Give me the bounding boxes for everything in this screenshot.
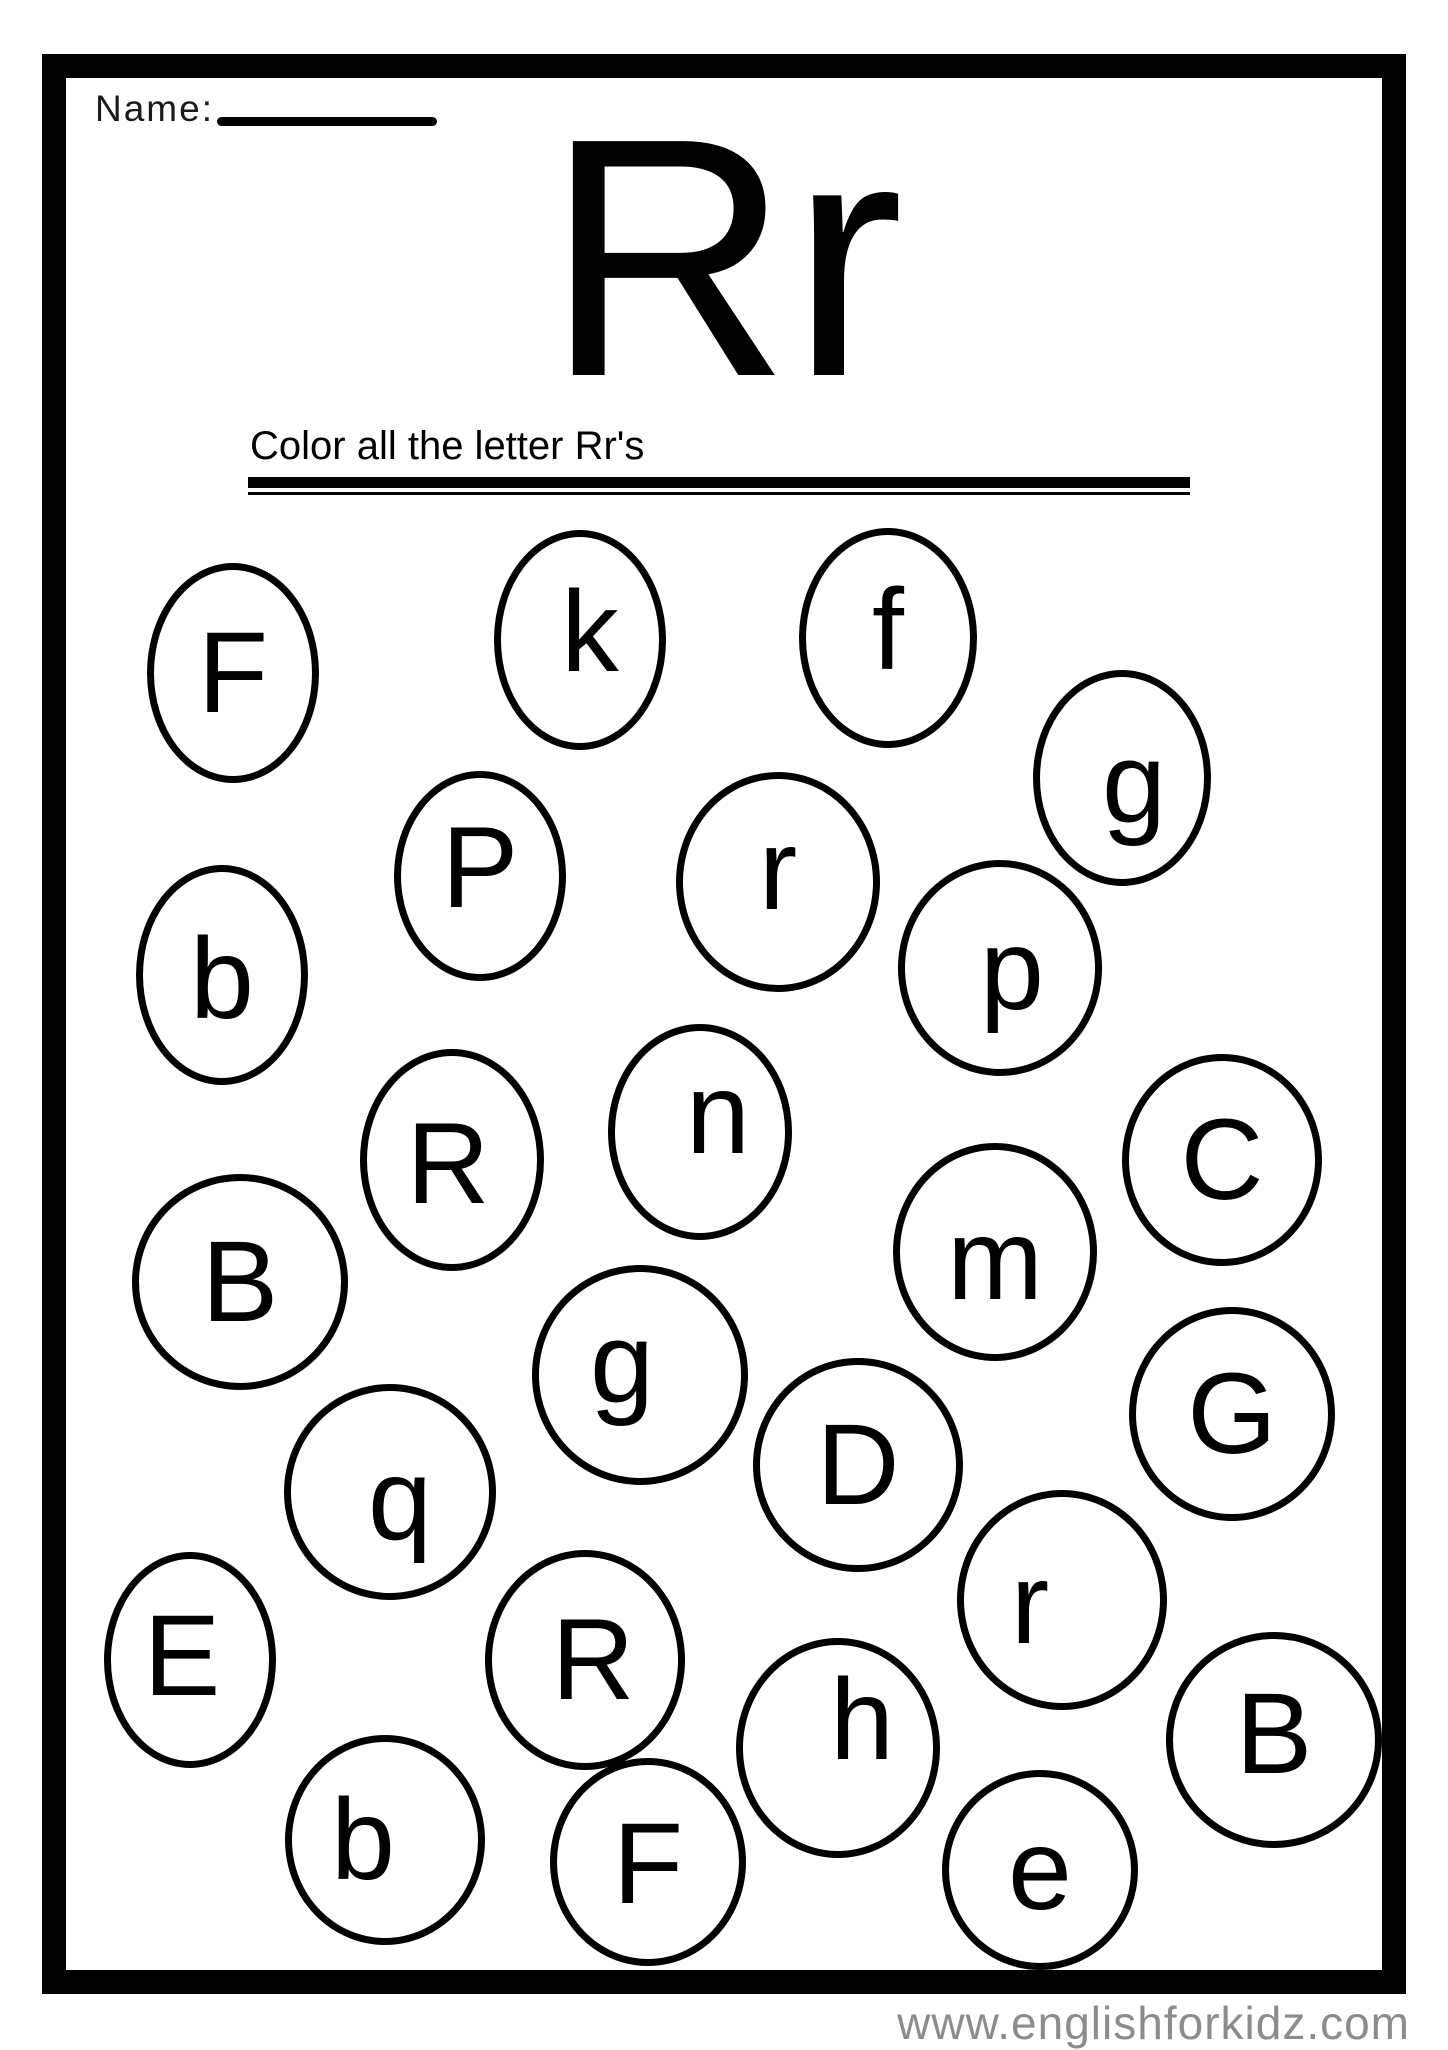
circle-letter: D [816, 1400, 900, 1529]
circle-letter: C [1180, 1095, 1264, 1224]
letter-circle-b[interactable] [136, 865, 308, 1085]
letter-circle-m[interactable] [893, 1143, 1097, 1361]
circle-letter: r [758, 805, 798, 934]
letter-circle-g[interactable] [532, 1265, 748, 1485]
letter-circle-F[interactable] [550, 1758, 746, 1966]
letter-circle-B[interactable] [1166, 1632, 1382, 1848]
letter-circle-e[interactable] [942, 1770, 1138, 1970]
big-letter-heading: Rr [545, 68, 904, 448]
circle-letter: f [872, 565, 904, 694]
circle-letter: b [190, 914, 254, 1043]
letter-circle-p[interactable] [898, 860, 1102, 1076]
letter-circle-F[interactable] [147, 563, 319, 783]
letter-circle-R[interactable] [360, 1049, 544, 1271]
instruction-text: Color all the letter Rr's [250, 424, 645, 468]
letter-circle-P[interactable] [394, 771, 566, 981]
instruction-divider [248, 477, 1190, 495]
circle-letter: n [686, 1049, 750, 1178]
letter-circle-b[interactable] [285, 1735, 485, 1945]
circle-letter: g [1102, 718, 1166, 847]
letter-circle-q[interactable] [284, 1384, 496, 1600]
letter-circle-D[interactable] [753, 1358, 963, 1572]
letter-circle-E[interactable] [104, 1552, 276, 1768]
name-row [95, 88, 214, 130]
divider-thick-line [248, 477, 1190, 488]
letter-circle-r[interactable] [957, 1490, 1167, 1710]
circle-letter: p [980, 905, 1044, 1034]
letter-circle-G[interactable] [1129, 1307, 1335, 1521]
circle-letter: m [947, 1195, 1043, 1324]
circle-letter: R [406, 1099, 490, 1228]
circle-letter: F [197, 608, 269, 737]
name-label: Name: [95, 88, 214, 129]
letter-circle-n[interactable] [608, 1024, 792, 1240]
watermark-text: www.englishforkidz.com [897, 1997, 1410, 2049]
letter-circle-r[interactable] [676, 772, 880, 992]
circle-letter: R [551, 1595, 635, 1724]
circle-letter: B [201, 1217, 279, 1346]
circle-letter: G [1187, 1349, 1277, 1478]
letter-circle-h[interactable] [736, 1638, 940, 1858]
circle-letter: g [590, 1298, 654, 1427]
divider-thin-line [248, 492, 1190, 495]
circle-letter: h [830, 1655, 894, 1784]
circle-letter: B [1235, 1669, 1313, 1798]
circle-letter: b [331, 1775, 395, 1904]
letter-circle-k[interactable] [494, 530, 666, 750]
letter-circle-f[interactable] [799, 528, 977, 748]
circle-letter: P [441, 803, 519, 932]
letter-circle-B[interactable] [132, 1174, 348, 1390]
circle-letter: e [1008, 1805, 1072, 1934]
letter-circle-g[interactable] [1033, 670, 1211, 886]
name-input-line[interactable] [217, 117, 437, 126]
circle-letter: F [612, 1799, 684, 1928]
circle-letter: q [368, 1435, 432, 1564]
circle-letter: k [561, 567, 619, 696]
letter-circle-R[interactable] [485, 1550, 685, 1770]
circle-letter: E [143, 1591, 221, 1720]
circle-letter: r [1010, 1539, 1050, 1668]
letter-circle-C[interactable] [1122, 1054, 1322, 1266]
